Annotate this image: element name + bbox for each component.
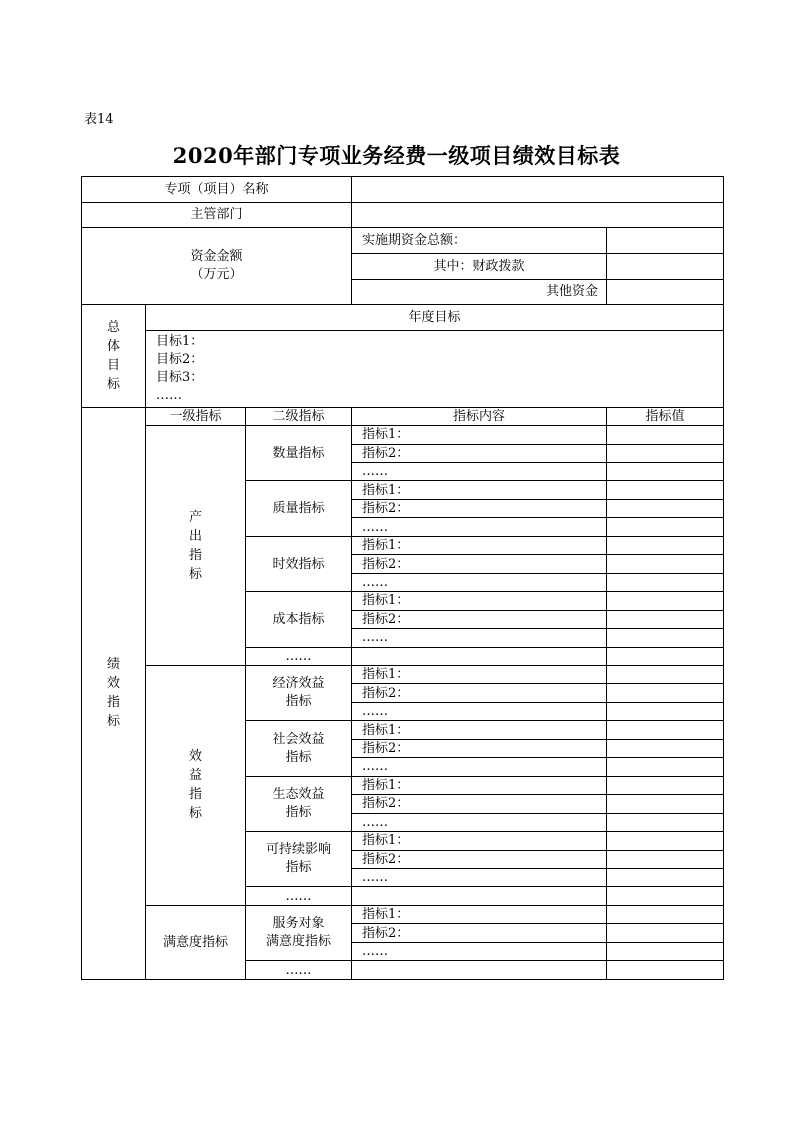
header-value: 指标值: [607, 407, 724, 425]
indicator-value-cell[interactable]: [607, 868, 724, 886]
indicator-item: 指标1：: [352, 776, 607, 794]
sub-service-line-1: 服务对象: [272, 916, 325, 932]
indicator-value-cell[interactable]: [607, 555, 724, 573]
indicator-item: 指标2：: [352, 795, 607, 813]
indicator-item: ……: [352, 758, 607, 776]
sub-ellipsis: ……: [246, 961, 352, 980]
indicator-item: ……: [352, 702, 607, 720]
sub-economic-line-1: 经济效益: [272, 676, 325, 692]
indicator-item: 指标2：: [352, 444, 607, 462]
indicator-item: 指标1：: [352, 905, 607, 923]
benefit-indicator-label: [146, 666, 246, 906]
funds-total-value[interactable]: [607, 228, 724, 254]
goal-ellipsis: ……: [156, 387, 182, 403]
indicator-content-cell[interactable]: [352, 887, 607, 905]
indicator-value-cell[interactable]: [607, 887, 724, 905]
funds-total-label: 实施期资金总额：: [352, 228, 607, 254]
header-content: 指标内容: [352, 407, 607, 425]
perf-char-2: 效: [106, 676, 120, 692]
sub-ellipsis: ……: [246, 887, 352, 905]
sub-eco-line-2: 指标: [285, 804, 312, 820]
indicator-value-cell[interactable]: [607, 499, 724, 517]
satisfaction-indicator-label: 满意度指标: [146, 905, 246, 979]
indicator-item: 指标2：: [352, 850, 607, 868]
sub-ecological: [246, 776, 352, 831]
funds-fiscal-value[interactable]: [607, 253, 724, 279]
funds-other-label: 其他资金: [352, 279, 607, 305]
sub-social-line-2: 指标: [285, 749, 312, 765]
sub-social-line-1: 社会效益: [272, 731, 325, 747]
overall-char-2: 体: [106, 338, 120, 354]
header-level1: 一级指标: [146, 407, 246, 425]
indicator-item: 指标2：: [352, 499, 607, 517]
sub-eco-line-1: 生态效益: [272, 786, 325, 802]
project-name-label: 专项（项目）名称: [82, 177, 352, 203]
indicator-value-cell[interactable]: [607, 961, 724, 980]
overall-goal-label: [82, 305, 146, 408]
benefit-char-1: 效: [188, 749, 202, 765]
indicator-value-cell[interactable]: [607, 463, 724, 481]
indicator-item: 指标1：: [352, 481, 607, 499]
sub-service-line-2: 满意度指标: [265, 934, 331, 950]
indicator-item: 指标1：: [352, 832, 607, 850]
indicator-value-cell[interactable]: [607, 536, 724, 554]
benefit-char-3: 指: [188, 787, 202, 803]
table-number: 表14: [84, 112, 114, 127]
indicator-value-cell[interactable]: [607, 924, 724, 942]
sub-social: [246, 721, 352, 776]
indicator-value-cell[interactable]: [607, 573, 724, 591]
goal-1: 目标1：: [156, 333, 204, 349]
sub-sustain-line-1: 可持续影响: [265, 842, 331, 858]
indicator-item: ……: [352, 942, 607, 960]
sub-cost: 成本指标: [246, 592, 352, 647]
sub-economic: [246, 666, 352, 721]
indicator-item: 指标1：: [352, 666, 607, 684]
annual-goal-content[interactable]: [146, 330, 724, 407]
indicator-item: ……: [352, 813, 607, 831]
output-char-2: 出: [188, 528, 202, 544]
funds-label: [82, 228, 352, 305]
sub-ellipsis: ……: [246, 647, 352, 665]
indicator-item: ……: [352, 518, 607, 536]
sub-sustainable: [246, 832, 352, 887]
sub-quantity: 数量指标: [246, 426, 352, 481]
indicator-item: ……: [352, 573, 607, 591]
perf-char-4: 标: [106, 714, 120, 730]
indicator-value-cell[interactable]: [607, 721, 724, 739]
project-name-value[interactable]: [352, 177, 724, 203]
indicator-item: 指标2：: [352, 684, 607, 702]
funds-other-value[interactable]: [607, 279, 724, 305]
indicator-value-cell[interactable]: [607, 702, 724, 720]
sub-timeliness: 时效指标: [246, 536, 352, 591]
output-char-1: 产: [188, 509, 202, 525]
indicator-item: 指标1：: [352, 536, 607, 554]
benefit-char-2: 益: [188, 768, 202, 784]
goal-2: 目标2：: [156, 351, 204, 367]
indicator-value-cell[interactable]: [607, 481, 724, 499]
output-indicator-label: [146, 426, 246, 666]
indicator-value-cell[interactable]: [607, 832, 724, 850]
overall-char-4: 标: [106, 376, 120, 392]
indicator-value-cell[interactable]: [607, 444, 724, 462]
output-char-4: 标: [188, 566, 202, 582]
indicator-item: 指标2：: [352, 739, 607, 757]
indicator-value-cell[interactable]: [607, 592, 724, 610]
indicator-value-cell[interactable]: [607, 795, 724, 813]
indicator-item: 指标2：: [352, 555, 607, 573]
header-level2: 二级指标: [246, 407, 352, 425]
overall-char-3: 目: [106, 357, 120, 373]
indicator-value-cell[interactable]: [607, 518, 724, 536]
annual-goal-header: 年度目标: [146, 305, 724, 331]
indicator-item: 指标1：: [352, 592, 607, 610]
indicator-value-cell[interactable]: [607, 610, 724, 628]
funds-fiscal-label: 其中：财政拨款: [352, 253, 607, 279]
indicator-value-cell[interactable]: [607, 739, 724, 757]
indicator-item: 指标1：: [352, 721, 607, 739]
sub-economic-line-2: 指标: [285, 694, 312, 710]
indicator-value-cell[interactable]: [607, 776, 724, 794]
indicator-value-cell[interactable]: [607, 666, 724, 684]
indicator-item: ……: [352, 629, 607, 647]
indicator-value-cell[interactable]: [607, 850, 724, 868]
indicator-value-cell[interactable]: [607, 684, 724, 702]
page-title: 2020年部门专项业务经费一级项目绩效目标表: [172, 143, 621, 168]
indicator-value-cell[interactable]: [607, 813, 724, 831]
indicator-value-cell[interactable]: [607, 942, 724, 960]
funds-label-line-2: （万元）: [190, 267, 243, 283]
indicator-value-cell[interactable]: [607, 758, 724, 776]
sub-sustain-line-2: 指标: [285, 860, 312, 876]
indicator-item: 指标1：: [352, 426, 607, 444]
indicator-item: 指标2：: [352, 924, 607, 942]
sub-quality: 质量指标: [246, 481, 352, 536]
indicator-value-cell[interactable]: [607, 905, 724, 923]
indicator-value-cell[interactable]: [607, 647, 724, 665]
goal-3: 目标3：: [156, 369, 204, 385]
overall-char-1: 总: [106, 319, 120, 335]
output-char-3: 指: [188, 547, 202, 563]
indicator-value-cell[interactable]: [607, 426, 724, 444]
sub-service: [246, 905, 352, 960]
dept-value[interactable]: [352, 202, 724, 228]
indicator-item: ……: [352, 463, 607, 481]
perf-char-1: 绩: [106, 657, 120, 673]
indicator-content-cell[interactable]: [352, 647, 607, 665]
indicator-value-cell[interactable]: [607, 629, 724, 647]
benefit-char-4: 标: [188, 806, 202, 822]
indicator-item: ……: [352, 868, 607, 886]
indicator-item: 指标2：: [352, 610, 607, 628]
funds-label-line-1: 资金金额: [190, 249, 243, 265]
dept-label: 主管部门: [82, 202, 352, 228]
perf-char-3: 指: [106, 695, 120, 711]
indicator-content-cell[interactable]: [352, 961, 607, 980]
performance-target-form: [81, 176, 724, 980]
perf-indicator-label: [82, 407, 146, 979]
